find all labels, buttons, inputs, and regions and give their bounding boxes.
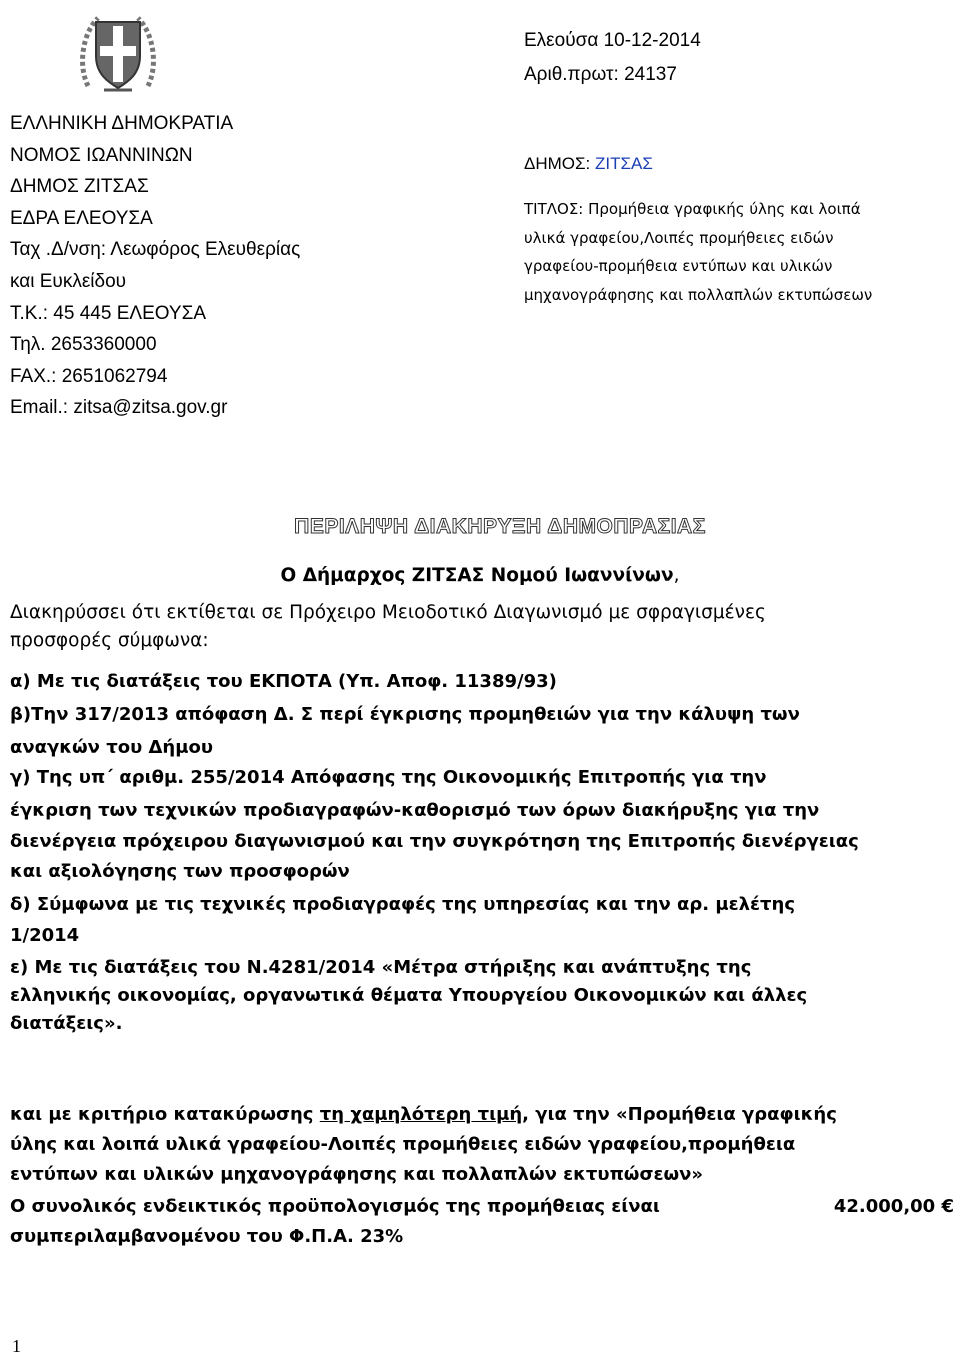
award-criterion-text: και με κριτήριο κατακύρωσης xyxy=(10,1104,320,1125)
intro-line: Διακηρύσσει ότι εκτίθεται σε Πρόχειρο Μειοδοτικό Διαγωνισμό με σφραγισμένες xyxy=(10,602,766,623)
header-left-line: ΕΛΛΗΝΙΚΗ ΔΗΜΟΚΡΑΤΙΑ xyxy=(10,113,234,134)
award-criterion-text: , για την «Προμήθεια γραφικής xyxy=(522,1104,837,1125)
clause-b-line: αναγκών του Δήμου xyxy=(10,737,214,758)
title-line: μηχανογράφησης και πολλαπλών εκτυπώσεων xyxy=(524,285,873,304)
date-protocol-block xyxy=(524,24,701,92)
municipality-label: ΔΗΜΟΣ: xyxy=(524,154,595,173)
clause-b-line: β)Την 317/2013 απόφαση Δ. Σ περί έγκρισης προμηθειών για την κάλυψη των xyxy=(10,704,800,725)
clause-c-line: και αξιολόγησης των προσφορών xyxy=(10,861,350,882)
municipality-line xyxy=(524,154,653,174)
budget-line: συμπεριλαμβανομένου του Φ.Π.Α. 23% xyxy=(10,1226,404,1247)
award-criterion-line: ύλης και λοιπά υλικά γραφείου-Λοιπές προμήθειες ειδών γραφείου,προμήθεια xyxy=(10,1134,796,1155)
header-left-line: Ταχ .Δ/νση: Λεωφόρος Ελευθερίας xyxy=(10,239,301,261)
page-number: 1 xyxy=(12,1336,21,1356)
budget-line xyxy=(10,1196,954,1217)
header-left-line: ΔΗΜΟΣ ΖΙΤΣΑΣ xyxy=(10,176,149,198)
municipality-name: ΖΙΤΣΑΣ xyxy=(594,154,653,173)
header-left-line: ΕΔΡΑ ΕΛΕΟΥΣΑ xyxy=(10,207,153,229)
header-left-line: Τ.Κ.: 45 445 ΕΛΕΟΥΣΑ xyxy=(10,302,206,324)
mayor-line xyxy=(0,565,960,586)
greek-coat-of-arms-icon xyxy=(80,8,156,98)
lowest-price-emphasis: τη χαμηλότερη τιμή xyxy=(319,1104,523,1125)
document-heading: ΠΕΡΙΛΗΨΗ ΔΙΑΚΗΡΥΞΗ ΔΗΜΟΠΡΑΣΙΑΣ xyxy=(294,515,706,538)
header-left-line: Τηλ. 2653360000 xyxy=(10,334,157,356)
clause-d-line: δ) Σύμφωνα με τις τεχνικές προδιαγραφές της υπηρεσίας και την αρ. μελέτης xyxy=(10,894,796,915)
clause-d-line: 1/2014 xyxy=(10,925,80,946)
date-line: Ελεούσα 10-12-2014 xyxy=(524,30,701,51)
clause-c-line: έγκριση των τεχνικών προδιαγραφών-καθορισμό των όρων διακήρυξης για την xyxy=(10,800,820,821)
budget-label: Ο συνολικός ενδεικτικός προϋπολογισμός της προμήθειας είναι xyxy=(10,1196,660,1217)
clause-c-line: γ) Της υπ΄ αριθμ. 255/2014 Απόφασης της Οικονομικής Επιτροπής για την xyxy=(10,767,767,788)
intro-line: προσφορές σύμφωνα: xyxy=(10,630,209,651)
header-left-line: ΝΟΜΟΣ ΙΩΑΝΝΙΝΩΝ xyxy=(10,144,193,166)
header-left-line: Email.: zitsa@zitsa.gov.gr xyxy=(10,397,228,419)
clause-a: α) Με τις διατάξεις του ΕΚΠΟΤΑ (Υπ. Αποφ. 11389/93) xyxy=(10,671,557,692)
mayor-comma: , xyxy=(673,565,680,586)
award-criterion-line xyxy=(10,1104,837,1125)
header-left-line: FAX.: 2651062794 xyxy=(10,365,168,387)
header-left-line: και Ευκλείδου xyxy=(10,270,127,292)
title-line: γραφείου-προμήθεια εντύπων και υλικών xyxy=(524,257,833,276)
clause-e-line: διατάξεις». xyxy=(10,1013,123,1034)
protocol-number: Αριθ.πρωτ: 24137 xyxy=(524,64,677,85)
subject-title-block xyxy=(524,195,944,309)
mayor-text: Ο Δήμαρχος ΖΙΤΣΑΣ Νομού Ιωαννίνων xyxy=(280,565,674,586)
sender-address-block xyxy=(10,108,370,424)
award-criterion-line: εντύπων και υλικών μηχανογράφησης και πολλαπλών εκτυπώσεων» xyxy=(10,1164,704,1185)
clause-e-line: ελληνικής οικονομίας, οργανωτικά θέματα Υπουργείου Οικονομικών και άλλες xyxy=(10,985,808,1006)
clause-c-line: διενέργεια πρόχειρου διαγωνισμού και την συγκρότηση της Επιτροπής διενέργειας xyxy=(10,831,859,852)
title-line: υλικά γραφείου,Λοιπές προμήθειες ειδών xyxy=(524,228,834,247)
title-line: ΤΙΤΛΟΣ: Προμήθεια γραφικής ύλης και λοιπά xyxy=(524,200,861,218)
clause-e-line: ε) Με τις διατάξεις του Ν.4281/2014 «Μέτρα στήριξης και ανάπτυξης της xyxy=(10,957,752,978)
budget-amount: 42.000,00 € xyxy=(833,1196,954,1217)
